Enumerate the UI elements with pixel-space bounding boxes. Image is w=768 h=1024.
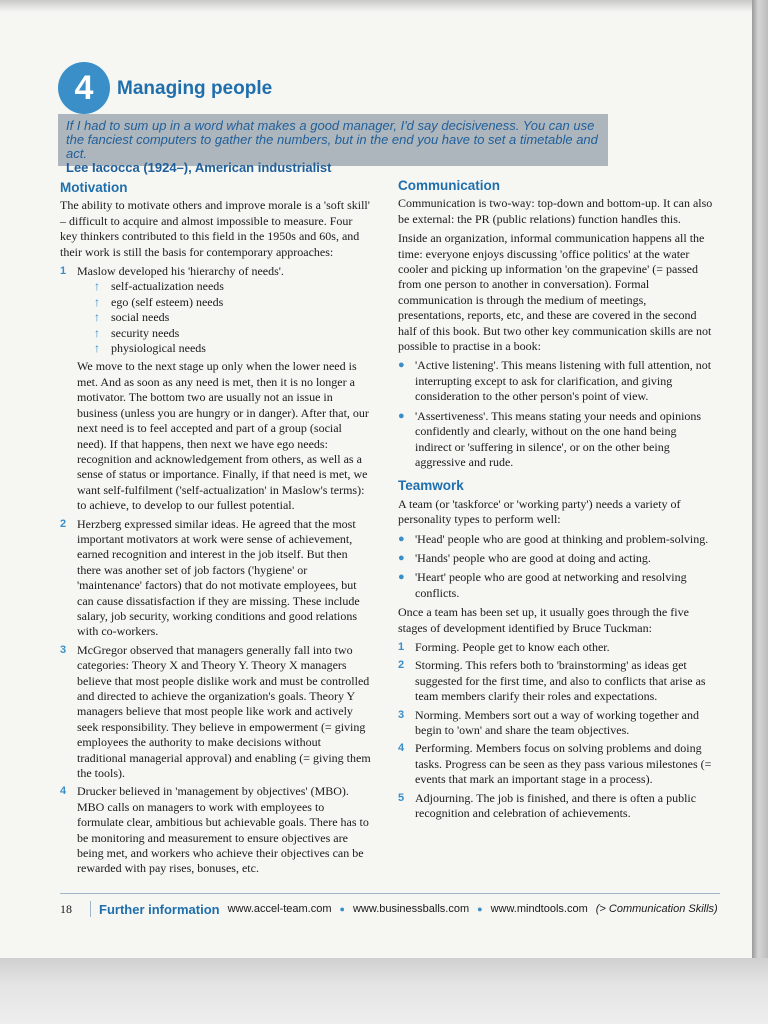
- item-number: 3: [60, 643, 67, 656]
- page-top-shadow: [0, 0, 752, 12]
- needs-list: [94, 279, 372, 356]
- footer: [60, 898, 720, 920]
- motivation-intro: The ability to motivate others and improve morale is a 'soft skill' – difficult to acquire and almost impossible to measure. Four key thinkers contributed to this field in the 1950s and 60s, and their work is still the basis for contemporary approaches:: [60, 198, 370, 259]
- item-text-continued: We move to the next stage up only when the lower need is met. And as soon as any need is met, then it is no longer a motivator. The bottom two are usually not an issue in business (unless you are hungry or in danger). After that, our next need is to feel accepted and part of a group (social need). If that happens, then next we have ego needs: recognition and acknowledgement from others, as well as a sense of status or importance. Finally, if that need is met, we want self-fulfilment ('self-actualization' in Maslow's terms): to achieve, to develop to our fullest potential.: [77, 359, 369, 513]
- footer-separator: [90, 901, 91, 917]
- bullet-icon: ●: [398, 571, 405, 584]
- further-information-label: Further information: [99, 901, 220, 917]
- bullet-icon: ●: [477, 904, 483, 914]
- motivation-item-maslow: [60, 264, 372, 514]
- item-number: 4: [60, 785, 67, 798]
- bullet-icon: ●: [339, 904, 345, 914]
- item-text: Drucker believed in 'management by objectives' (MBO). MBO calls on managers to work with employees to formulate clear, ambitious but achievable goals. There has to be monitoring and measurement to ensure objectives are being met, and workers who achieve their objectives can be rewarded with pay rises, bonuses, etc.: [77, 784, 369, 876]
- list-item: ● 'Head' people who are good at thinking and problem-solving.: [398, 531, 709, 546]
- footer-link-businessballs[interactable]: www.businessballs.com: [352, 903, 470, 915]
- up-arrow-icon: ↑: [94, 325, 100, 340]
- item-number: 1: [60, 265, 67, 278]
- item-text: Herzberg expressed similar ideas. He agreed that the most important motivators at work were sense of achievement, earned recognition and interest in the job itself. But then there was another set of job factors ('hygiene' or 'maintenance' factors) that do not motivate employees, but can cause dissatisfaction if they are missing. These include salary, job security, working conditions and good relations with co-workers.: [77, 516, 360, 639]
- footer-divider: [60, 893, 720, 894]
- quote-text: If I had to sum up in a word what makes a good manager, I'd say decisiveness. You can use the fanciest computers to gather the numbers, but in the end you have to set a timetable and act.: [66, 118, 598, 161]
- list-item: ↑ social needs: [94, 310, 170, 325]
- stage-item: 3 Norming. Members sort out a way of working together and begin to 'own' and share the team objectives.: [398, 707, 699, 737]
- footer-link-mindtools[interactable]: www.mindtools.com: [490, 903, 588, 915]
- up-arrow-icon: ↑: [94, 294, 100, 309]
- motivation-item-herzberg: [60, 517, 372, 640]
- item-number: 2: [60, 517, 67, 530]
- up-arrow-icon: ↑: [94, 310, 100, 325]
- footer-link-note: (> Communication Skills): [595, 903, 718, 915]
- list-item: ↑ physiological needs: [94, 341, 206, 356]
- list-item: ↑ self-actualization needs: [94, 279, 224, 294]
- unit-number: 4: [74, 68, 94, 107]
- list-item: ● 'Assertiveness'. This means stating your needs and opinions confidently and clearly, without on the one hand being indirect or 'suffering in silence', or on the other being aggressive and rude.: [398, 408, 702, 469]
- list-item: ↑ security needs: [94, 325, 180, 340]
- list-item: ● 'Heart' people who are good at networking and resolving conflicts.: [398, 570, 687, 600]
- left-column: [60, 180, 372, 880]
- communication-heading: Communication: [398, 178, 501, 193]
- item-text: McGregor observed that managers generally fall into two categories: Theory X and Theory Y. Theory X managers believe that most people dislike work and must be controlled and directed to achieve the organization's goals. Theory Y managers believe that most people like work and actively seek responsibility. They believe in empowerment (= giving employees the authority to make decisions without traditional managerial approval) and enabling (= giving them the tools).: [77, 642, 371, 781]
- unit-number-badge: [58, 62, 110, 114]
- up-arrow-icon: ↑: [94, 279, 100, 294]
- quote-author: Lee Iacocca (1924–), American industrialist: [66, 160, 332, 175]
- bullet-icon: ●: [398, 551, 405, 564]
- communication-paragraph-1: Communication is two-way: top-down and bottom-up. It can also be external: the PR (public relations) function handles this.: [398, 196, 713, 226]
- stage-item: 5 Adjourning. The job is finished, and there is often a public recognition and celebration of achievements.: [398, 790, 697, 821]
- quote-box: [58, 114, 608, 175]
- footer-link-accel-team[interactable]: www.accel-team.com: [227, 903, 332, 915]
- right-column: [398, 178, 713, 824]
- motivation-item-drucker: [60, 784, 372, 876]
- list-item: ● 'Hands' people who are good at doing and acting.: [398, 550, 651, 565]
- teamwork-paragraph-2: Once a team has been set up, it usually goes through the five stages of development identified by Bruce Tuckman:: [398, 605, 689, 635]
- up-arrow-icon: ↑: [94, 341, 100, 356]
- motivation-heading: Motivation: [60, 180, 128, 195]
- page-number: 18: [60, 901, 72, 916]
- stage-item: 2 Storming. This refers both to 'brainstorming' as ideas get suggested for the first time, and also to conflicts that arise as team members clarify their roles and expectations.: [398, 658, 706, 704]
- book-spine-edge: [752, 0, 768, 1024]
- scan-bottom-margin: [0, 958, 768, 1024]
- list-item: ↑ ego (self esteem) needs: [94, 294, 224, 309]
- bullet-icon: ●: [398, 532, 405, 545]
- stage-item: 4 Performing. Members focus on solving problems and doing tasks. Progress can be seen as they pass various milestones (= events that mark an important stage in a process).: [398, 741, 712, 787]
- list-item: ● 'Active listening'. This means listening with full attention, not interrupting except to ask for clarification, and giving consideration to the other person's point of view.: [398, 358, 712, 404]
- bullet-icon: ●: [398, 359, 405, 372]
- teamwork-paragraph-1: A team (or 'taskforce' or 'working party') needs a variety of personality types to perform well:: [398, 496, 681, 527]
- communication-paragraph-2: Inside an organization, informal communication happens all the time: everyone enjoys discussing 'office politics' at the water cooler and picking up information 'on the grapevine' (= passed from one person to another in conversation). Formal communication is through the medium of meetings, presentations, reports, etc, and these are covered in the second half of this book. But two other key communication skills are not possible to practise in a book:: [398, 231, 712, 354]
- bullet-icon: ●: [398, 409, 405, 422]
- item-text: Maslow developed his 'hierarchy of needs'.: [77, 264, 284, 279]
- page-title: Managing people: [117, 78, 273, 99]
- stage-item: 1 Forming. People get to know each other.: [398, 639, 610, 654]
- motivation-item-mcgregor: [60, 643, 372, 782]
- teamwork-heading: Teamwork: [398, 478, 464, 494]
